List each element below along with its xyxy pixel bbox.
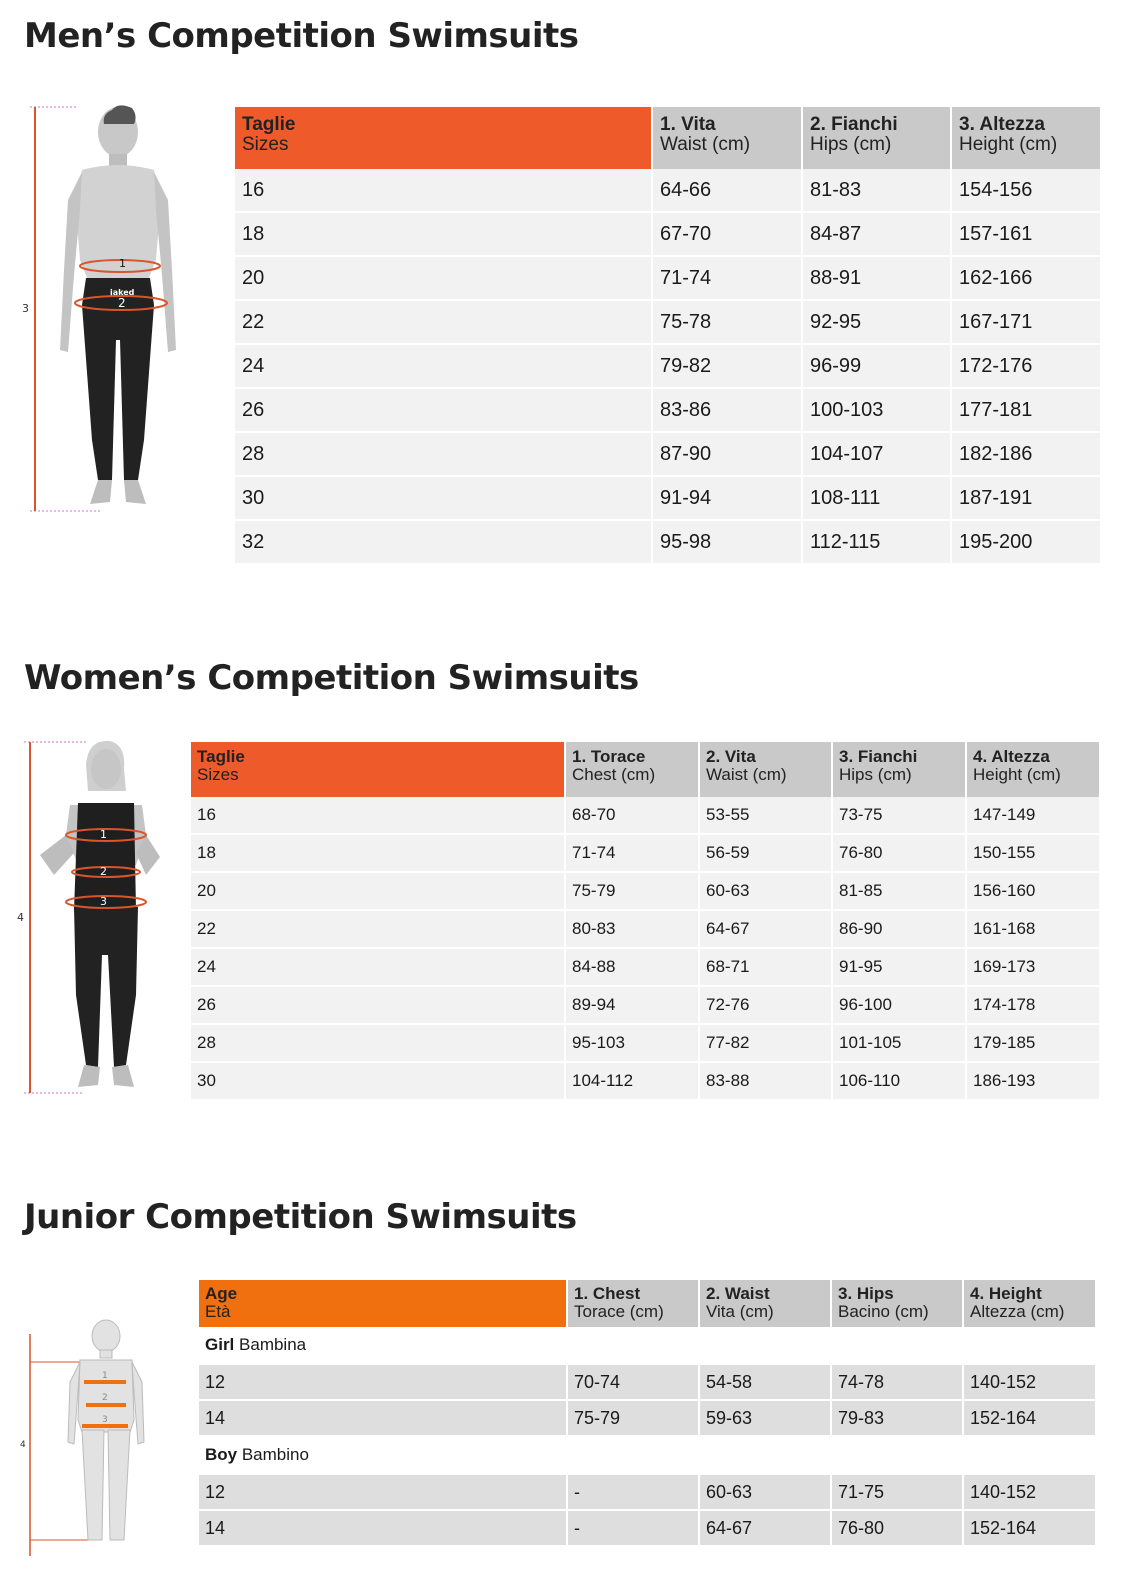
height-cell: 157-161 xyxy=(950,213,1100,257)
men-figure-illustration xyxy=(20,100,195,520)
height-cell: 182-186 xyxy=(950,433,1100,477)
group-label: Boy Bambino xyxy=(199,1437,1095,1475)
waist-cell: 59-63 xyxy=(698,1401,830,1437)
men-brand-logo: jaked xyxy=(110,288,135,297)
women-size-table xyxy=(191,742,1099,1101)
hips-cell: 101-105 xyxy=(831,1025,965,1063)
chest-cell: 104-112 xyxy=(564,1063,698,1101)
height-cell: 186-193 xyxy=(965,1063,1099,1101)
women-body-silhouette xyxy=(40,741,160,1087)
size-cell: 20 xyxy=(235,257,651,301)
table-row xyxy=(191,949,1099,987)
women-header-waist: 2. Vita Waist (cm) xyxy=(698,742,831,797)
junior-height-marker: 4 xyxy=(20,1440,26,1450)
height-cell: 195-200 xyxy=(950,521,1100,565)
size-cell: 28 xyxy=(191,1025,564,1063)
size-cell: 24 xyxy=(235,345,651,389)
women-header-hips: 3. Fianchi Hips (cm) xyxy=(831,742,965,797)
chest-cell: 95-103 xyxy=(564,1025,698,1063)
table-row xyxy=(191,873,1099,911)
men-waist-marker: 1 xyxy=(119,257,126,270)
hips-cell: 81-85 xyxy=(831,873,965,911)
men-header-hips: 2. Fianchi Hips (cm) xyxy=(801,107,950,169)
chest-cell: 68-70 xyxy=(564,797,698,835)
chest-cell: - xyxy=(566,1475,698,1511)
women-height-marker: 4 xyxy=(17,911,24,924)
junior-header-height: 4. Height Altezza (cm) xyxy=(962,1280,1095,1327)
hips-cell: 96-100 xyxy=(831,987,965,1025)
waist-cell: 64-66 xyxy=(651,169,801,213)
waist-cell: 68-71 xyxy=(698,949,831,987)
junior-body-silhouette xyxy=(68,1320,144,1540)
men-size-table xyxy=(235,107,1100,565)
hips-cell: 92-95 xyxy=(801,301,950,345)
table-row xyxy=(199,1511,1095,1547)
waist-cell: 53-55 xyxy=(698,797,831,835)
waist-cell: 79-82 xyxy=(651,345,801,389)
height-cell: 187-191 xyxy=(950,477,1100,521)
height-cell: 161-168 xyxy=(965,911,1099,949)
men-header-waist: 1. Vita Waist (cm) xyxy=(651,107,801,169)
height-cell: 177-181 xyxy=(950,389,1100,433)
waist-cell: 91-94 xyxy=(651,477,801,521)
waist-cell: 54-58 xyxy=(698,1365,830,1401)
hips-cell: 100-103 xyxy=(801,389,950,433)
table-row xyxy=(191,835,1099,873)
waist-cell: 75-78 xyxy=(651,301,801,345)
hips-cell: 86-90 xyxy=(831,911,965,949)
height-cell: 169-173 xyxy=(965,949,1099,987)
group-label: Girl Bambina xyxy=(199,1327,1095,1365)
waist-cell: 60-63 xyxy=(698,1475,830,1511)
men-hips-marker: 2 xyxy=(118,296,126,310)
women-hips-marker: 3 xyxy=(100,895,107,908)
junior-header-waist: 2. Waist Vita (cm) xyxy=(698,1280,830,1327)
hips-cell: 74-78 xyxy=(830,1365,962,1401)
waist-cell: 60-63 xyxy=(698,873,831,911)
size-cell: 16 xyxy=(191,797,564,835)
chest-cell: 89-94 xyxy=(564,987,698,1025)
size-cell: 30 xyxy=(191,1063,564,1101)
men-header-row xyxy=(235,107,1100,169)
table-row xyxy=(235,521,1100,565)
height-cell: 162-166 xyxy=(950,257,1100,301)
hips-cell: 73-75 xyxy=(831,797,965,835)
hips-cell: 76-80 xyxy=(830,1511,962,1547)
table-row xyxy=(235,213,1100,257)
junior-header-chest: 1. Chest Torace (cm) xyxy=(566,1280,698,1327)
table-row xyxy=(191,1063,1099,1101)
height-cell: 167-171 xyxy=(950,301,1100,345)
women-figure-illustration xyxy=(14,735,184,1100)
hips-cell: 81-83 xyxy=(801,169,950,213)
hips-cell: 88-91 xyxy=(801,257,950,301)
waist-cell: 71-74 xyxy=(651,257,801,301)
table-row xyxy=(199,1401,1095,1437)
size-cell: 22 xyxy=(191,911,564,949)
size-cell: 26 xyxy=(191,987,564,1025)
table-row xyxy=(235,345,1100,389)
table-row xyxy=(191,911,1099,949)
height-cell: 147-149 xyxy=(965,797,1099,835)
junior-size-table xyxy=(199,1280,1095,1547)
men-header-sizes: Taglie Sizes xyxy=(235,107,651,169)
junior-hips-marker: 3 xyxy=(102,1415,108,1425)
table-row xyxy=(199,1475,1095,1511)
waist-cell: 77-82 xyxy=(698,1025,831,1063)
chest-cell: 84-88 xyxy=(564,949,698,987)
table-row xyxy=(235,477,1100,521)
group-row-girl xyxy=(199,1327,1095,1365)
junior-header-row xyxy=(199,1280,1095,1327)
size-cell: 18 xyxy=(191,835,564,873)
hips-cell: 84-87 xyxy=(801,213,950,257)
height-cell: 150-155 xyxy=(965,835,1099,873)
waist-cell: 72-76 xyxy=(698,987,831,1025)
group-row-boy xyxy=(199,1437,1095,1475)
age-cell: 12 xyxy=(199,1365,566,1401)
table-row xyxy=(235,257,1100,301)
hips-cell: 96-99 xyxy=(801,345,950,389)
table-row xyxy=(235,433,1100,477)
waist-cell: 83-88 xyxy=(698,1063,831,1101)
size-cell: 22 xyxy=(235,301,651,345)
hips-cell: 71-75 xyxy=(830,1475,962,1511)
height-cell: 172-176 xyxy=(950,345,1100,389)
junior-waist-band xyxy=(86,1403,126,1407)
junior-header-hips: 3. Hips Bacino (cm) xyxy=(830,1280,962,1327)
table-row xyxy=(235,389,1100,433)
table-row xyxy=(235,169,1100,213)
height-cell: 154-156 xyxy=(950,169,1100,213)
height-cell: 179-185 xyxy=(965,1025,1099,1063)
size-cell: 28 xyxy=(235,433,651,477)
chest-cell: 75-79 xyxy=(566,1401,698,1437)
men-header-height: 3. Altezza Height (cm) xyxy=(950,107,1100,169)
waist-cell: 83-86 xyxy=(651,389,801,433)
women-section-title: Women’s Competition Swimsuits xyxy=(24,658,639,698)
hips-cell: 91-95 xyxy=(831,949,965,987)
table-row xyxy=(191,797,1099,835)
height-cell: 140-152 xyxy=(962,1475,1095,1511)
chest-cell: 80-83 xyxy=(564,911,698,949)
hips-cell: 79-83 xyxy=(830,1401,962,1437)
waist-cell: 87-90 xyxy=(651,433,801,477)
junior-header-age: Age Età xyxy=(199,1280,566,1327)
waist-cell: 56-59 xyxy=(698,835,831,873)
waist-cell: 95-98 xyxy=(651,521,801,565)
height-cell: 156-160 xyxy=(965,873,1099,911)
junior-section-title: Junior Competition Swimsuits xyxy=(24,1197,577,1237)
hips-cell: 104-107 xyxy=(801,433,950,477)
hips-cell: 106-110 xyxy=(831,1063,965,1101)
chest-cell: 71-74 xyxy=(564,835,698,873)
size-cell: 20 xyxy=(191,873,564,911)
size-cell: 18 xyxy=(235,213,651,257)
women-header-sizes: Taglie Sizes xyxy=(191,742,564,797)
men-section-title: Men’s Competition Swimsuits xyxy=(24,16,579,56)
size-cell: 16 xyxy=(235,169,651,213)
height-cell: 174-178 xyxy=(965,987,1099,1025)
age-cell: 14 xyxy=(199,1511,566,1547)
chest-cell: 75-79 xyxy=(564,873,698,911)
table-row xyxy=(199,1365,1095,1401)
table-row xyxy=(191,1025,1099,1063)
size-cell: 24 xyxy=(191,949,564,987)
size-cell: 30 xyxy=(235,477,651,521)
height-cell: 152-164 xyxy=(962,1511,1095,1547)
height-cell: 140-152 xyxy=(962,1365,1095,1401)
women-waist-marker: 2 xyxy=(100,865,107,878)
size-cell: 32 xyxy=(235,521,651,565)
age-cell: 12 xyxy=(199,1475,566,1511)
women-header-row xyxy=(191,742,1099,797)
junior-waist-marker: 2 xyxy=(102,1393,108,1403)
age-cell: 14 xyxy=(199,1401,566,1437)
waist-cell: 67-70 xyxy=(651,213,801,257)
chest-cell: 70-74 xyxy=(566,1365,698,1401)
men-height-marker: 3 xyxy=(22,302,29,315)
hips-cell: 76-80 xyxy=(831,835,965,873)
women-chest-marker: 1 xyxy=(100,828,107,841)
waist-cell: 64-67 xyxy=(698,911,831,949)
women-header-height: 4. Altezza Height (cm) xyxy=(965,742,1099,797)
women-header-chest: 1. Torace Chest (cm) xyxy=(564,742,698,797)
junior-chest-marker: 1 xyxy=(102,1371,108,1381)
hips-cell: 112-115 xyxy=(801,521,950,565)
table-row xyxy=(235,301,1100,345)
waist-cell: 64-67 xyxy=(698,1511,830,1547)
chest-cell: - xyxy=(566,1511,698,1547)
size-cell: 26 xyxy=(235,389,651,433)
table-row xyxy=(191,987,1099,1025)
hips-cell: 108-111 xyxy=(801,477,950,521)
junior-figure-illustration xyxy=(14,1312,189,1562)
height-cell: 152-164 xyxy=(962,1401,1095,1437)
